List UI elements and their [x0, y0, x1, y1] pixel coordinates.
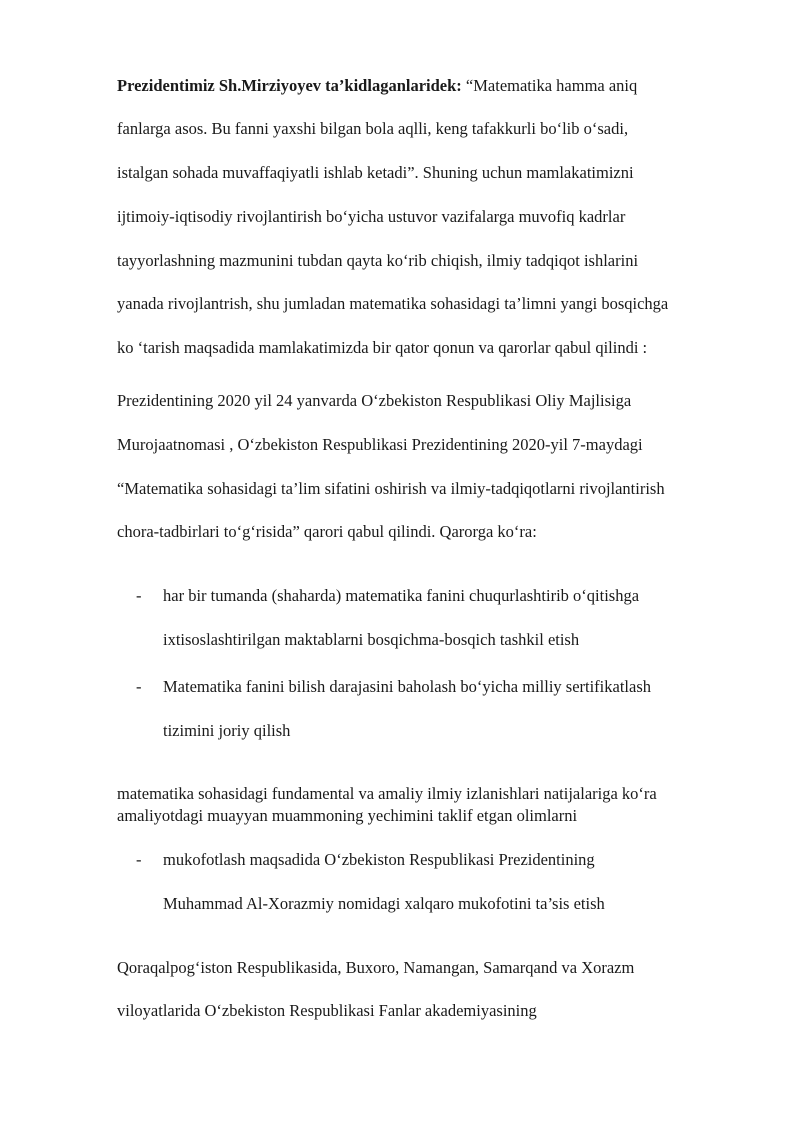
bold-intro: Prezidentimiz Sh.Mirziyoyev ta’kidlaganlaridek: [117, 76, 462, 95]
paragraph-2-line-3: “Matematika sohasidagi ta’lim sifatini oshirish va ilmiy-tadqiqotlarni rivojlantirish [117, 479, 665, 498]
list-2-bullet-1: - [136, 850, 142, 869]
paragraph-3-line-2: amaliyotdagi muayyan muammoning yechimini taklif etgan olimlarni [117, 806, 578, 825]
list-1-item-2-line-2: tizimini joriy qilish [163, 721, 291, 740]
list-1-item-1-line-1: har bir tumanda (shaharda) matematika fanini chuqurlashtirib o‘qitishga [163, 586, 640, 605]
list-1-bullet-2: - [136, 677, 142, 696]
paragraph-2-line-2: Murojaatnomasi , O‘zbekiston Respublikasi Prezidentining 2020-yil 7-maydagi [117, 435, 643, 454]
quote-start: “Matematika hamma aniq [461, 76, 638, 95]
paragraph-2-line-1: Prezidentining 2020 yil 24 yanvarda O‘zbekiston Respublikasi Oliy Majlisiga [117, 391, 632, 410]
list-1-bullet-1: - [136, 586, 142, 605]
paragraph-4-line-1: Qoraqalpog‘iston Respublikasida, Buxoro, Namangan, Samarqand va Xorazm [117, 958, 635, 977]
paragraph-1-line-1 [117, 76, 637, 96]
list-1-item-2-line-1: Matematika fanini bilish darajasini baholash bo‘yicha milliy sertifikatlash [163, 677, 651, 696]
paragraph-2-line-4: chora-tadbirlari to‘g‘risida” qarori qabul qilindi. Qarorga ko‘ra: [117, 522, 537, 541]
paragraph-1-line-4: ijtimoiy-iqtisodiy rivojlantirish bo‘yicha ustuvor vazifalarga muvofiq kadrlar [117, 207, 626, 226]
paragraph-3-line-1: matematika sohasidagi fundamental va amaliy ilmiy izlanishlari natijalariga ko‘ra [117, 784, 657, 803]
paragraph-1-line-2: fanlarga asos. Bu fanni yaxshi bilgan bola aqlli, keng tafakkurli bo‘lib o‘sadi, [117, 119, 629, 138]
paragraph-1-line-6: yanada rivojlantrish, shu jumladan matematika sohasidagi ta’limni yangi bosqichga [117, 294, 669, 313]
paragraph-1-line-3: istalgan sohada muvaffaqiyatli ishlab ketadi”. Shuning uchun mamlakatimizni [117, 163, 634, 182]
list-2-item-1-line-2: Muhammad Al-Xorazmiy nomidagi xalqaro mukofotini ta’sis etish [163, 894, 605, 913]
list-1-item-1-line-2: ixtisoslashtirilgan maktablarni bosqichma-bosqich tashkil etish [163, 630, 580, 649]
paragraph-1-line-7: ko ‘tarish maqsadida mamlakatimizda bir qator qonun va qarorlar qabul qilindi : [117, 338, 648, 357]
paragraph-4-line-2: viloyatlarida O‘zbekiston Respublikasi Fanlar akademiyasining [117, 1001, 537, 1020]
list-2-item-1-line-1: mukofotlash maqsadida O‘zbekiston Respublikasi Prezidentining [163, 850, 595, 869]
paragraph-1-line-5: tayyorlashning mazmunini tubdan qayta ko‘rib chiqish, ilmiy tadqiqot ishlarini [117, 251, 639, 270]
